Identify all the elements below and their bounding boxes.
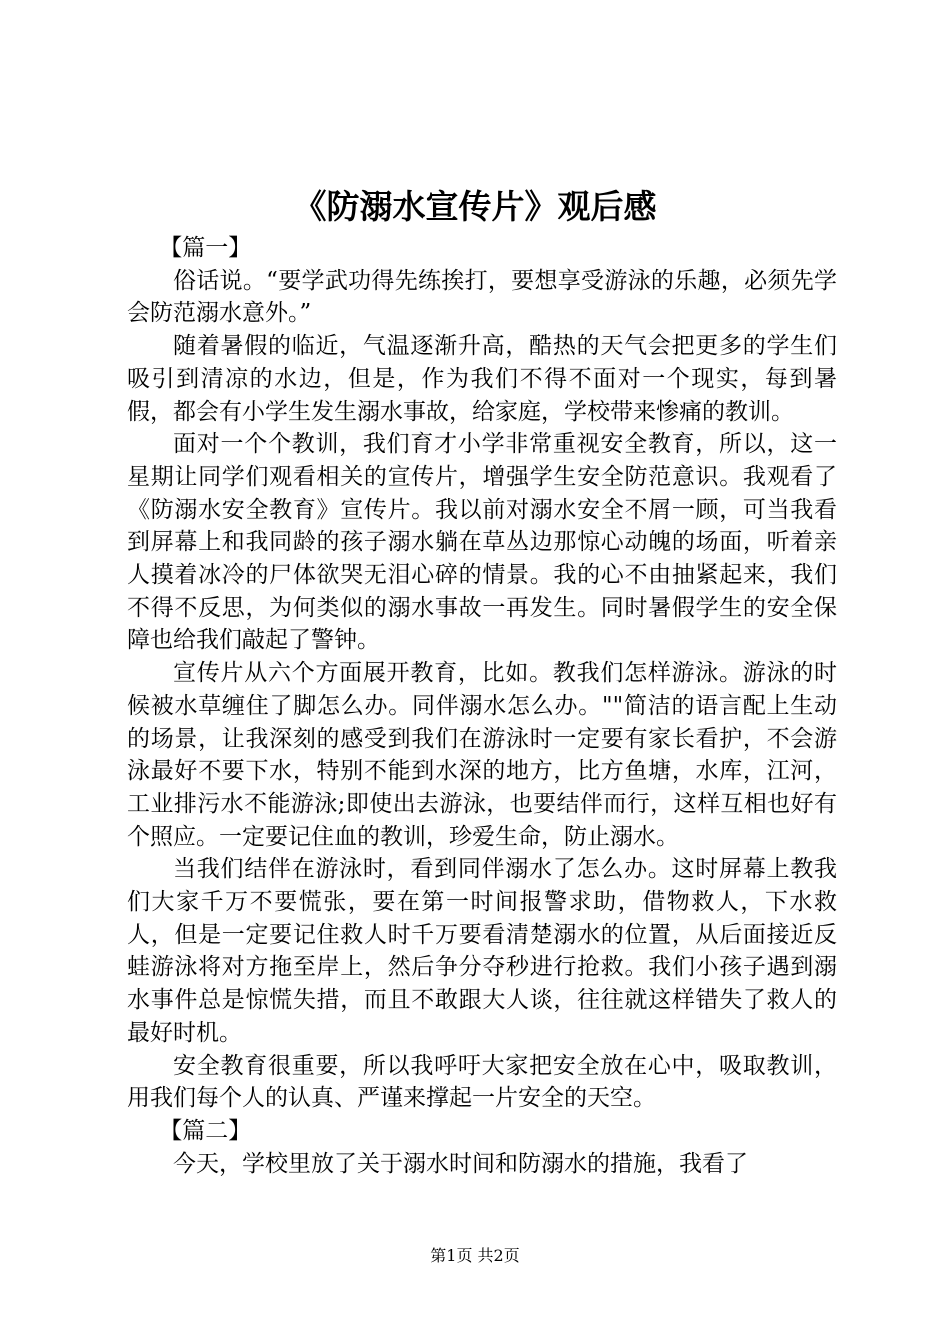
page-footer: 第1页 共2页 — [430, 1246, 520, 1265]
paragraph-3: 面对一个个教训，我们育才小学非常重视安全教育，所以，这一星期让同学们观看相关的宣传片，增强学生安全防范意识。我观看了《防溺水安全教育》宣传片。我以前对溺水安全不屑一顾，可当我看到屏幕上和我同龄的孩子溺水躺在草丛边那惊心动魄的场面，听着亲人摸着冰冷的尸体欲哭无泪心碎的情景。我的心不由抽紧起来，我们不得不反思，为何类似的溺水事故一再发生。同时暑假学生的安全保障也给我们敲起了警钟。 — [127, 431, 837, 654]
section-heading-1: 【篇一】 — [159, 235, 252, 261]
paragraph-2: 随着暑假的临近，气温逐渐升高，酷热的天气会把更多的学生们吸引到清凉的水边，但是，作为我们不得不面对一个现实，每到暑假，都会有小学生发生溺水事故，给家庭，学校带来惨痛的教训。 — [127, 333, 837, 425]
document-title: 《防溺水宣传片》观后感 — [293, 187, 657, 226]
section-heading-2: 【篇二】 — [159, 1117, 252, 1144]
paragraph-4: 宣传片从六个方面展开教育，比如。教我们怎样游泳。游泳的时候被水草缠住了脚怎么办。同伴溺水怎么办。""简洁的语言配上生动的场景，让我深刻的感受到我们在游泳时一定要有家长看护，不会游泳最好不要下水，特别不能到水深的地方，比方鱼塘，水库，江河，工业排污水不能游泳;即使出去游泳，也要结伴而行，这样互相也好有个照应。一定要记住血的教训，珍爱生命，防止溺水。 — [127, 660, 837, 850]
paragraph-7: 今天，学校里放了关于溺水时间和防溺水的措施，我看了 — [173, 1150, 748, 1177]
paragraph-5: 当我们结伴在游泳时，看到同伴溺水了怎么办。这时屏幕上教我们大家千万不要慌张，要在第一时间报警求助，借物救人，下水救人，但是一定要记住救人时千万要看清楚溺水的位置，从后面接近反蛙游泳将对方拖至岸上，然后争分夺秒进行抢救。我们小孩子遇到溺水事件总是惊慌失措，而且不敢跟大人谈，往往就这样错失了救人的最好时机。 — [127, 856, 837, 1046]
document-body — [127, 232, 837, 1180]
paragraph-1: 俗话说。“要学武功得先练挨打，要想享受游泳的乐趣，必须先学会防范溺水意外。” — [127, 267, 837, 327]
paragraph-6: 安全教育很重要，所以我呼吁大家把安全放在心中，吸取教训，用我们每个人的认真、严谨来撑起一片安全的天空。 — [127, 1052, 837, 1112]
